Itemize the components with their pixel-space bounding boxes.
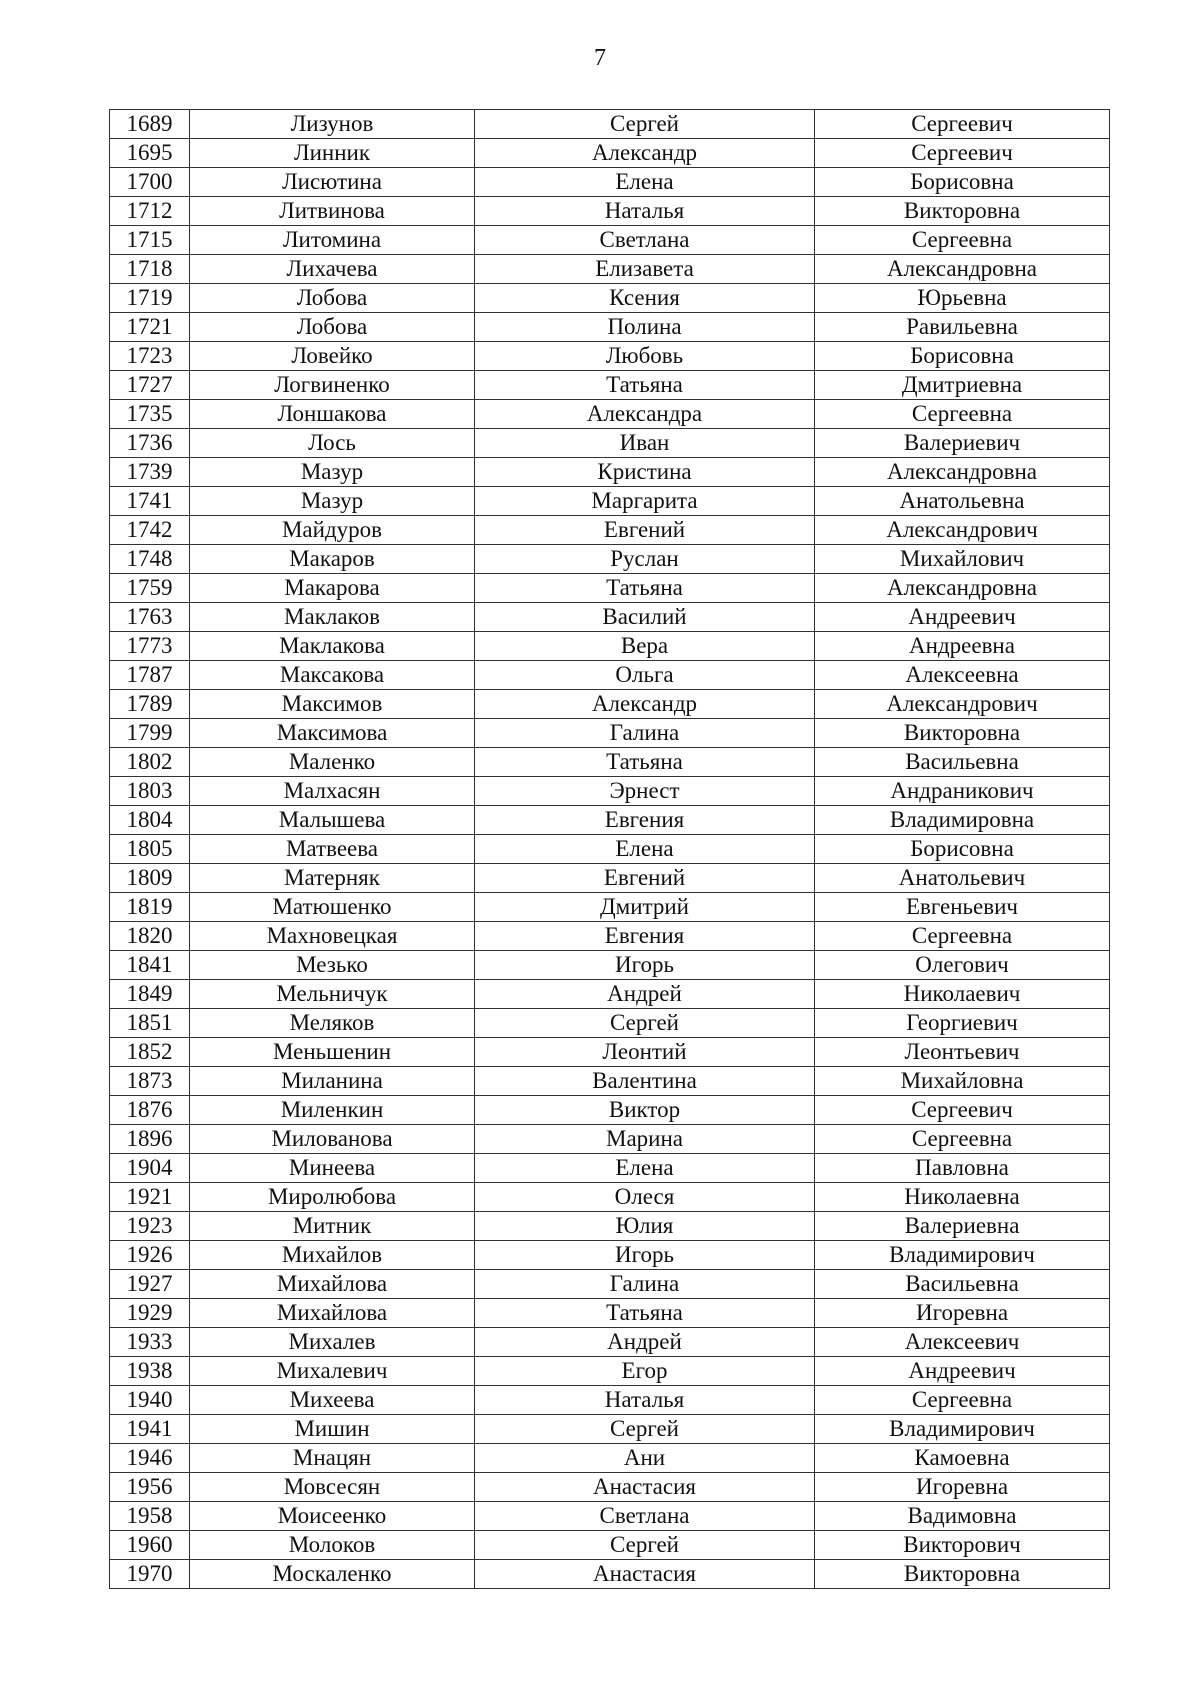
first-name-cell: Татьяна <box>475 371 815 400</box>
record-number-cell: 1940 <box>110 1386 190 1415</box>
surname-cell: Матюшенко <box>190 893 475 922</box>
surname-cell: Маклаков <box>190 603 475 632</box>
surname-cell: Максимов <box>190 690 475 719</box>
surname-cell: Линник <box>190 139 475 168</box>
first-name-cell: Ольга <box>475 661 815 690</box>
patronymic-cell: Викторовна <box>815 197 1110 226</box>
patronymic-cell: Юрьевна <box>815 284 1110 313</box>
surname-cell: Михайлов <box>190 1241 475 1270</box>
surname-cell: Маклакова <box>190 632 475 661</box>
record-number-cell: 1927 <box>110 1270 190 1299</box>
first-name-cell: Игорь <box>475 1241 815 1270</box>
table-row <box>110 922 1110 951</box>
surname-cell: Мазур <box>190 487 475 516</box>
record-number-cell: 1805 <box>110 835 190 864</box>
surname-cell: Лоншакова <box>190 400 475 429</box>
table-row <box>110 1444 1110 1473</box>
record-number-cell: 1759 <box>110 574 190 603</box>
table-row <box>110 661 1110 690</box>
first-name-cell: Евгения <box>475 806 815 835</box>
patronymic-cell: Михайлович <box>815 545 1110 574</box>
patronymic-cell: Игоревна <box>815 1473 1110 1502</box>
first-name-cell: Елена <box>475 168 815 197</box>
record-number-cell: 1804 <box>110 806 190 835</box>
first-name-cell: Татьяна <box>475 574 815 603</box>
patronymic-cell: Анатольевна <box>815 487 1110 516</box>
patronymic-cell: Дмитриевна <box>815 371 1110 400</box>
record-number-cell: 1960 <box>110 1531 190 1560</box>
record-number-cell: 1873 <box>110 1067 190 1096</box>
first-name-cell: Любовь <box>475 342 815 371</box>
patronymic-cell: Васильевна <box>815 1270 1110 1299</box>
record-number-cell: 1789 <box>110 690 190 719</box>
surname-cell: Миланина <box>190 1067 475 1096</box>
surname-cell: Меньшенин <box>190 1038 475 1067</box>
surname-cell: Миленкин <box>190 1096 475 1125</box>
first-name-cell: Ани <box>475 1444 815 1473</box>
surname-cell: Лихачева <box>190 255 475 284</box>
table-row <box>110 1415 1110 1444</box>
patronymic-cell: Борисовна <box>815 168 1110 197</box>
first-name-cell: Егор <box>475 1357 815 1386</box>
patronymic-cell: Сергеевич <box>815 1096 1110 1125</box>
surname-cell: Лизунов <box>190 110 475 139</box>
patronymic-cell: Андраникович <box>815 777 1110 806</box>
table-row <box>110 1270 1110 1299</box>
surname-cell: Ловейко <box>190 342 475 371</box>
first-name-cell: Кристина <box>475 458 815 487</box>
surname-cell: Логвиненко <box>190 371 475 400</box>
patronymic-cell: Равильевна <box>815 313 1110 342</box>
surname-cell: Лисютина <box>190 168 475 197</box>
record-number-cell: 1841 <box>110 951 190 980</box>
first-name-cell: Олеся <box>475 1183 815 1212</box>
surname-cell: Матерняк <box>190 864 475 893</box>
record-number-cell: 1946 <box>110 1444 190 1473</box>
record-number-cell: 1689 <box>110 110 190 139</box>
record-number-cell: 1809 <box>110 864 190 893</box>
record-number-cell: 1787 <box>110 661 190 690</box>
surname-cell: Максакова <box>190 661 475 690</box>
patronymic-cell: Владимирович <box>815 1415 1110 1444</box>
surname-cell: Литвинова <box>190 197 475 226</box>
surname-cell: Малхасян <box>190 777 475 806</box>
record-number-cell: 1718 <box>110 255 190 284</box>
table-row <box>110 1009 1110 1038</box>
patronymic-cell: Вадимовна <box>815 1502 1110 1531</box>
surname-cell: Моисеенко <box>190 1502 475 1531</box>
first-name-cell: Вера <box>475 632 815 661</box>
surname-cell: Михалевич <box>190 1357 475 1386</box>
table-row <box>110 1067 1110 1096</box>
table-row <box>110 806 1110 835</box>
first-name-cell: Сергей <box>475 1531 815 1560</box>
roster-table <box>109 109 1110 1589</box>
table-row <box>110 284 1110 313</box>
first-name-cell: Елизавета <box>475 255 815 284</box>
surname-cell: Михайлова <box>190 1270 475 1299</box>
first-name-cell: Дмитрий <box>475 893 815 922</box>
first-name-cell: Сергей <box>475 1415 815 1444</box>
surname-cell: Мельничук <box>190 980 475 1009</box>
first-name-cell: Андрей <box>475 980 815 1009</box>
surname-cell: Молоков <box>190 1531 475 1560</box>
record-number-cell: 1933 <box>110 1328 190 1357</box>
record-number-cell: 1763 <box>110 603 190 632</box>
first-name-cell: Игорь <box>475 951 815 980</box>
record-number-cell: 1876 <box>110 1096 190 1125</box>
table-row <box>110 139 1110 168</box>
table-row <box>110 980 1110 1009</box>
record-number-cell: 1741 <box>110 487 190 516</box>
patronymic-cell: Александровна <box>815 255 1110 284</box>
record-number-cell: 1719 <box>110 284 190 313</box>
patronymic-cell: Павловна <box>815 1154 1110 1183</box>
surname-cell: Макарова <box>190 574 475 603</box>
first-name-cell: Эрнест <box>475 777 815 806</box>
surname-cell: Михайлова <box>190 1299 475 1328</box>
surname-cell: Мазур <box>190 458 475 487</box>
table-row <box>110 1328 1110 1357</box>
table-row <box>110 226 1110 255</box>
first-name-cell: Иван <box>475 429 815 458</box>
surname-cell: Митник <box>190 1212 475 1241</box>
patronymic-cell: Георгиевич <box>815 1009 1110 1038</box>
patronymic-cell: Владимирович <box>815 1241 1110 1270</box>
patronymic-cell: Николаевич <box>815 980 1110 1009</box>
patronymic-cell: Андреевна <box>815 632 1110 661</box>
surname-cell: Мишин <box>190 1415 475 1444</box>
table-row <box>110 951 1110 980</box>
patronymic-cell: Анатольевич <box>815 864 1110 893</box>
record-number-cell: 1938 <box>110 1357 190 1386</box>
surname-cell: Макаров <box>190 545 475 574</box>
patronymic-cell: Борисовна <box>815 342 1110 371</box>
record-number-cell: 1896 <box>110 1125 190 1154</box>
table-row <box>110 1386 1110 1415</box>
record-number-cell: 1799 <box>110 719 190 748</box>
first-name-cell: Татьяна <box>475 1299 815 1328</box>
surname-cell: Малышева <box>190 806 475 835</box>
first-name-cell: Полина <box>475 313 815 342</box>
patronymic-cell: Камоевна <box>815 1444 1110 1473</box>
record-number-cell: 1723 <box>110 342 190 371</box>
first-name-cell: Руслан <box>475 545 815 574</box>
record-number-cell: 1803 <box>110 777 190 806</box>
record-number-cell: 1956 <box>110 1473 190 1502</box>
record-number-cell: 1727 <box>110 371 190 400</box>
first-name-cell: Валентина <box>475 1067 815 1096</box>
patronymic-cell: Викторович <box>815 1531 1110 1560</box>
first-name-cell: Виктор <box>475 1096 815 1125</box>
patronymic-cell: Николаевна <box>815 1183 1110 1212</box>
surname-cell: Михеева <box>190 1386 475 1415</box>
record-number-cell: 1695 <box>110 139 190 168</box>
patronymic-cell: Александровна <box>815 458 1110 487</box>
table-row <box>110 603 1110 632</box>
patronymic-cell: Леонтьевич <box>815 1038 1110 1067</box>
first-name-cell: Леонтий <box>475 1038 815 1067</box>
patronymic-cell: Сергеевич <box>815 139 1110 168</box>
table-row <box>110 342 1110 371</box>
table-row <box>110 777 1110 806</box>
table-row <box>110 1183 1110 1212</box>
first-name-cell: Ксения <box>475 284 815 313</box>
table-row <box>110 313 1110 342</box>
table-row <box>110 197 1110 226</box>
patronymic-cell: Валериевна <box>815 1212 1110 1241</box>
record-number-cell: 1700 <box>110 168 190 197</box>
table-row <box>110 1212 1110 1241</box>
table-row <box>110 371 1110 400</box>
record-number-cell: 1721 <box>110 313 190 342</box>
table-row <box>110 835 1110 864</box>
patronymic-cell: Васильевна <box>815 748 1110 777</box>
surname-cell: Литомина <box>190 226 475 255</box>
table-row <box>110 255 1110 284</box>
table-row <box>110 719 1110 748</box>
surname-cell: Мезько <box>190 951 475 980</box>
surname-cell: Меляков <box>190 1009 475 1038</box>
patronymic-cell: Михайловна <box>815 1067 1110 1096</box>
surname-cell: Матвеева <box>190 835 475 864</box>
table-row <box>110 1502 1110 1531</box>
patronymic-cell: Андреевич <box>815 603 1110 632</box>
first-name-cell: Евгения <box>475 922 815 951</box>
table-row <box>110 1096 1110 1125</box>
surname-cell: Милованова <box>190 1125 475 1154</box>
table-row <box>110 400 1110 429</box>
patronymic-cell: Борисовна <box>815 835 1110 864</box>
surname-cell: Мовсесян <box>190 1473 475 1502</box>
surname-cell: Лось <box>190 429 475 458</box>
first-name-cell: Наталья <box>475 197 815 226</box>
table-row <box>110 1125 1110 1154</box>
first-name-cell: Сергей <box>475 110 815 139</box>
first-name-cell: Анастасия <box>475 1560 815 1589</box>
record-number-cell: 1851 <box>110 1009 190 1038</box>
surname-cell: Майдуров <box>190 516 475 545</box>
record-number-cell: 1921 <box>110 1183 190 1212</box>
record-number-cell: 1852 <box>110 1038 190 1067</box>
first-name-cell: Андрей <box>475 1328 815 1357</box>
patronymic-cell: Андреевич <box>815 1357 1110 1386</box>
surname-cell: Москаленко <box>190 1560 475 1589</box>
first-name-cell: Анастасия <box>475 1473 815 1502</box>
record-number-cell: 1742 <box>110 516 190 545</box>
patronymic-cell: Сергеевич <box>815 110 1110 139</box>
surname-cell: Михалев <box>190 1328 475 1357</box>
table-row <box>110 487 1110 516</box>
record-number-cell: 1904 <box>110 1154 190 1183</box>
record-number-cell: 1820 <box>110 922 190 951</box>
first-name-cell: Сергей <box>475 1009 815 1038</box>
patronymic-cell: Алексеевна <box>815 661 1110 690</box>
first-name-cell: Юлия <box>475 1212 815 1241</box>
record-number-cell: 1929 <box>110 1299 190 1328</box>
surname-cell: Маленко <box>190 748 475 777</box>
patronymic-cell: Сергеевна <box>815 226 1110 255</box>
patronymic-cell: Александрович <box>815 690 1110 719</box>
first-name-cell: Галина <box>475 1270 815 1299</box>
patronymic-cell: Сергеевна <box>815 922 1110 951</box>
first-name-cell: Татьяна <box>475 748 815 777</box>
table-row <box>110 545 1110 574</box>
first-name-cell: Евгений <box>475 864 815 893</box>
page-number: 7 <box>594 45 606 71</box>
first-name-cell: Елена <box>475 1154 815 1183</box>
first-name-cell: Галина <box>475 719 815 748</box>
table-row <box>110 516 1110 545</box>
patronymic-cell: Сергеевна <box>815 1125 1110 1154</box>
patronymic-cell: Сергеевна <box>815 400 1110 429</box>
first-name-cell: Елена <box>475 835 815 864</box>
table-row <box>110 1154 1110 1183</box>
patronymic-cell: Игоревна <box>815 1299 1110 1328</box>
table-row <box>110 864 1110 893</box>
surname-cell: Максимова <box>190 719 475 748</box>
patronymic-cell: Алексеевич <box>815 1328 1110 1357</box>
table-row <box>110 690 1110 719</box>
surname-cell: Лобова <box>190 284 475 313</box>
record-number-cell: 1748 <box>110 545 190 574</box>
table-row <box>110 893 1110 922</box>
record-number-cell: 1773 <box>110 632 190 661</box>
record-number-cell: 1739 <box>110 458 190 487</box>
table-row <box>110 1241 1110 1270</box>
first-name-cell: Александр <box>475 139 815 168</box>
first-name-cell: Светлана <box>475 226 815 255</box>
patronymic-cell: Викторовна <box>815 719 1110 748</box>
record-number-cell: 1735 <box>110 400 190 429</box>
surname-cell: Миролюбова <box>190 1183 475 1212</box>
record-number-cell: 1926 <box>110 1241 190 1270</box>
table-row <box>110 632 1110 661</box>
record-number-cell: 1802 <box>110 748 190 777</box>
record-number-cell: 1849 <box>110 980 190 1009</box>
table-row <box>110 429 1110 458</box>
first-name-cell: Наталья <box>475 1386 815 1415</box>
table-row <box>110 1473 1110 1502</box>
first-name-cell: Светлана <box>475 1502 815 1531</box>
table-row <box>110 574 1110 603</box>
surname-cell: Минеева <box>190 1154 475 1183</box>
patronymic-cell: Владимировна <box>815 806 1110 835</box>
first-name-cell: Александр <box>475 690 815 719</box>
patronymic-cell: Олегович <box>815 951 1110 980</box>
patronymic-cell: Евгеньевич <box>815 893 1110 922</box>
first-name-cell: Александра <box>475 400 815 429</box>
table-row <box>110 110 1110 139</box>
table-row <box>110 1357 1110 1386</box>
table-row <box>110 748 1110 777</box>
table-row <box>110 1560 1110 1589</box>
patronymic-cell: Валериевич <box>815 429 1110 458</box>
record-number-cell: 1923 <box>110 1212 190 1241</box>
roster-body <box>110 110 1110 1589</box>
surname-cell: Мнацян <box>190 1444 475 1473</box>
first-name-cell: Евгений <box>475 516 815 545</box>
table-row <box>110 168 1110 197</box>
record-number-cell: 1958 <box>110 1502 190 1531</box>
table-row <box>110 1038 1110 1067</box>
patronymic-cell: Сергеевна <box>815 1386 1110 1415</box>
table-row <box>110 1299 1110 1328</box>
table-row <box>110 458 1110 487</box>
patronymic-cell: Викторовна <box>815 1560 1110 1589</box>
surname-cell: Махновецкая <box>190 922 475 951</box>
patronymic-cell: Александровна <box>815 574 1110 603</box>
record-number-cell: 1715 <box>110 226 190 255</box>
record-number-cell: 1970 <box>110 1560 190 1589</box>
first-name-cell: Маргарита <box>475 487 815 516</box>
record-number-cell: 1736 <box>110 429 190 458</box>
record-number-cell: 1819 <box>110 893 190 922</box>
record-number-cell: 1941 <box>110 1415 190 1444</box>
first-name-cell: Марина <box>475 1125 815 1154</box>
surname-cell: Лобова <box>190 313 475 342</box>
first-name-cell: Василий <box>475 603 815 632</box>
patronymic-cell: Александрович <box>815 516 1110 545</box>
table-row <box>110 1531 1110 1560</box>
record-number-cell: 1712 <box>110 197 190 226</box>
